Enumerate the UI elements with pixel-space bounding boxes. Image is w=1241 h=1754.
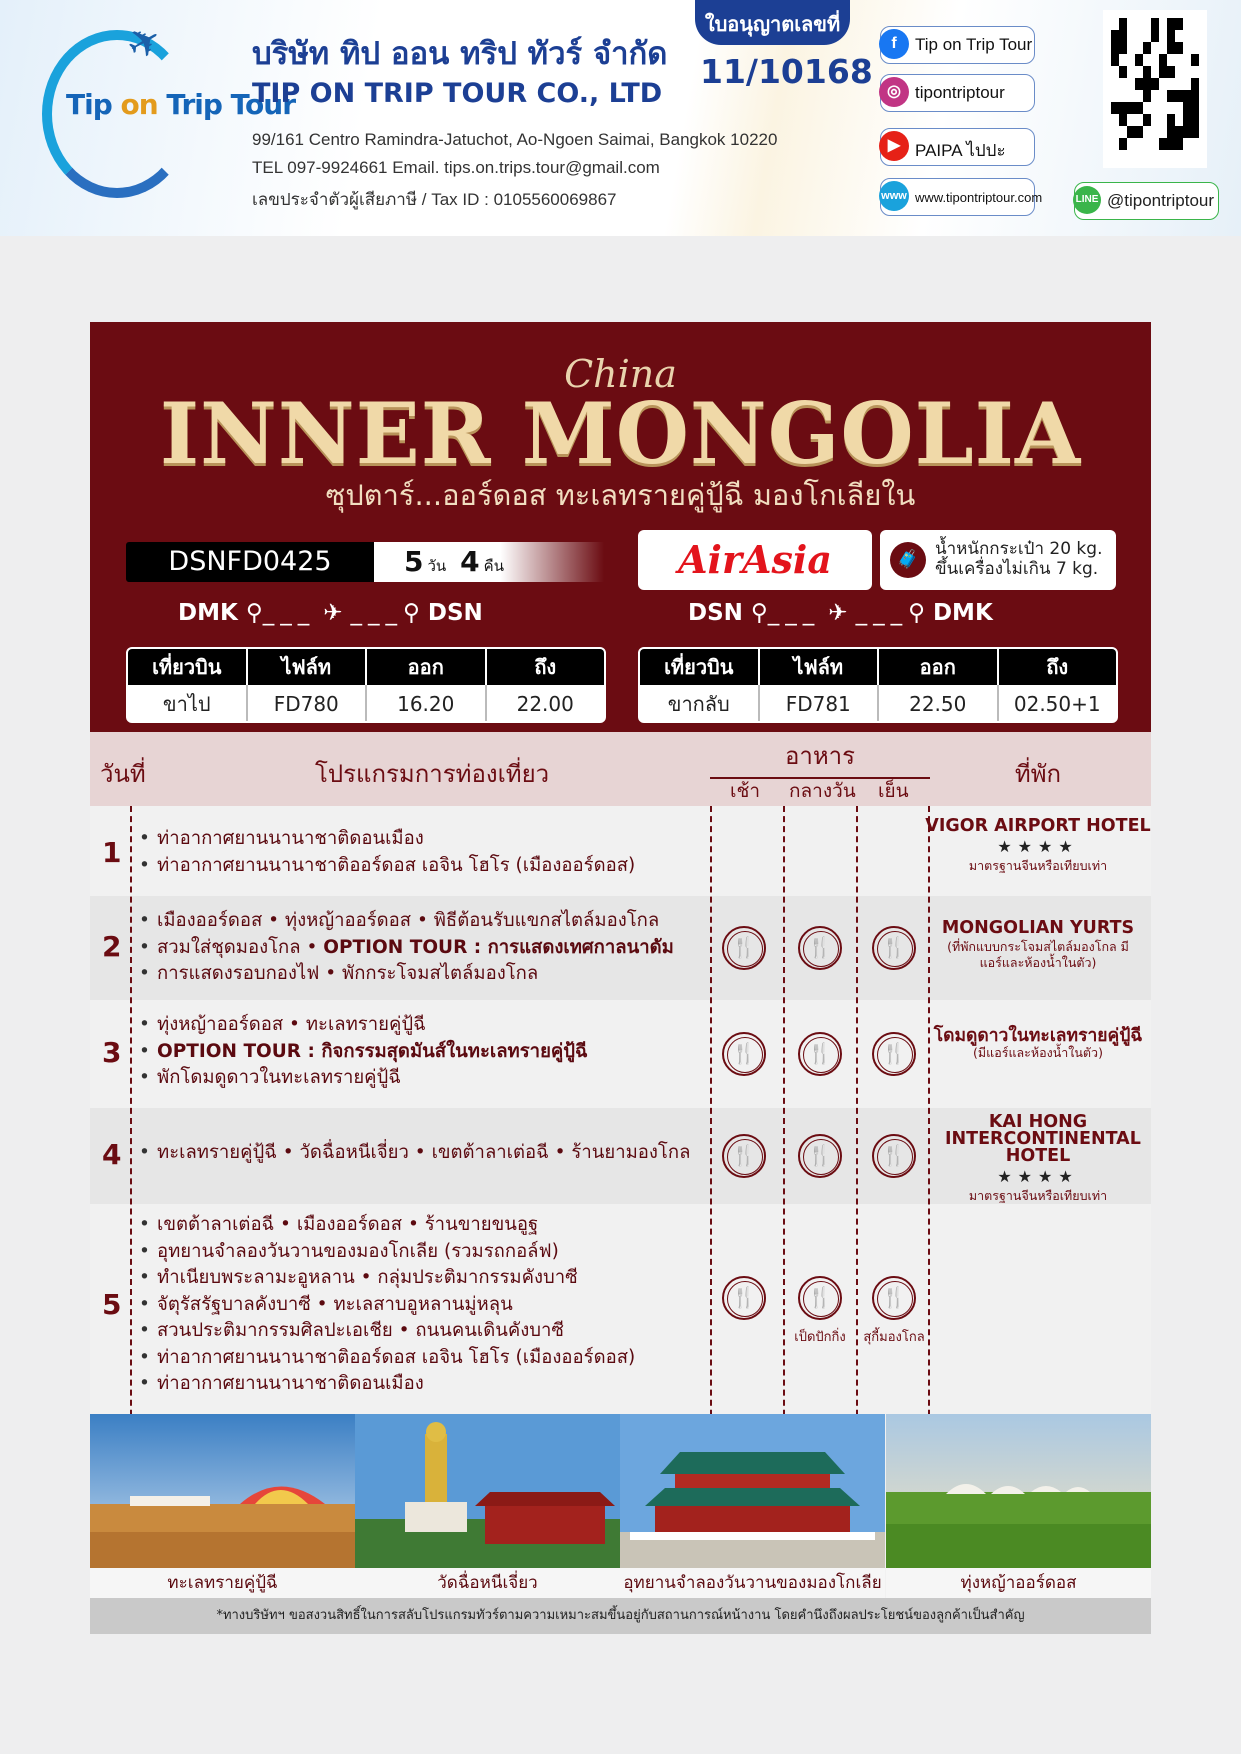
- itinerary-row-day-4: [90, 1108, 1151, 1204]
- qr-module: [1183, 126, 1191, 138]
- tour-subtitle: ซุปตาร์...ออร์ดอส ทะเลทรายคู่ปู้ฉี มองโกเลียใน: [325, 478, 916, 512]
- route-destination: DMK: [932, 600, 993, 626]
- column-divider: [130, 806, 132, 1446]
- header-breakfast: เช้า: [730, 780, 761, 802]
- qr-module: [1143, 114, 1151, 126]
- carryon-allowance: ขึ้นเครื่องไม่เกิน 7 kg.: [935, 559, 1099, 579]
- qr-module: [1111, 114, 1119, 126]
- outbound-flight-table: [126, 647, 606, 723]
- facebook-label: Tip on Trip Tour: [915, 35, 1033, 54]
- qr-module: [1111, 66, 1119, 78]
- youtube-label: PAIPA ไปปะ: [915, 141, 1006, 160]
- dinner-icon: 🍴: [872, 926, 916, 970]
- qr-module: [1183, 102, 1191, 114]
- qr-module: [1119, 18, 1127, 30]
- qr-module: [1111, 102, 1119, 114]
- qr-module: [1111, 30, 1119, 42]
- park-image: [620, 1414, 885, 1568]
- program-item: [157, 935, 674, 962]
- qr-module: [1143, 42, 1151, 54]
- days-count: 5: [404, 545, 424, 578]
- website-label: www.tipontriptour.com: [915, 190, 1043, 205]
- qr-module: [1151, 18, 1159, 30]
- company-name-thai: บริษัท ทิป ออน ทริป ทัวร์ จำกัด: [252, 36, 668, 72]
- itinerary-row-day-2: [90, 896, 1151, 1000]
- qr-module: [1119, 126, 1127, 138]
- photo-caption: ทุ่งหญ้าออร์ดอส: [886, 1568, 1151, 1598]
- plane-icon: ✈: [828, 600, 848, 626]
- qr-module: [1143, 90, 1151, 102]
- qr-module: [1191, 18, 1199, 30]
- globe-icon: www: [879, 181, 909, 211]
- qr-module: [1119, 30, 1127, 42]
- hotel-info: [925, 1114, 1151, 1204]
- qr-module: [1135, 114, 1143, 126]
- column-divider: [928, 806, 930, 1446]
- qr-module: [1175, 114, 1183, 126]
- qr-module: [1127, 102, 1135, 114]
- pin-icon: ⚲: [908, 600, 925, 626]
- company-header: [0, 0, 1241, 236]
- company-logo: Tip on Trip Tour: [66, 88, 295, 121]
- qr-module: [1143, 78, 1151, 90]
- photo-caption: วัดฉื่อหนีเจี่ยว: [355, 1568, 620, 1598]
- outbound-route: DMK ⚲___ ✈ ___⚲ DSN: [178, 600, 483, 626]
- itinerary-row-day-3: [90, 1000, 1151, 1108]
- qr-module: [1127, 66, 1135, 78]
- arrive-time: 02.50+1: [999, 685, 1117, 721]
- qr-module: [1167, 90, 1175, 102]
- photo-caption: อุทยานจำลองวันวานของมองโกเลีย: [620, 1568, 885, 1598]
- qr-module: [1175, 78, 1183, 90]
- photo-temple: [355, 1414, 620, 1598]
- lunch-icon: 🍴: [798, 926, 842, 970]
- dinner-icon: 🍴: [872, 1276, 916, 1320]
- qr-module: [1111, 78, 1119, 90]
- qr-module: [1183, 90, 1191, 102]
- qr-module: [1135, 138, 1143, 150]
- qr-module: [1119, 114, 1127, 126]
- plane-icon: ✈: [323, 600, 343, 626]
- qr-module: [1111, 90, 1119, 102]
- qr-module: [1111, 138, 1119, 150]
- instagram-link[interactable]: [880, 74, 1035, 112]
- header-flight-no: ไฟล์ท: [248, 649, 368, 685]
- header-flight-no: ไฟล์ท: [760, 649, 880, 685]
- qr-module: [1151, 102, 1159, 114]
- itinerary-header: [90, 732, 1151, 806]
- header-lunch: กลางวัน: [789, 780, 856, 802]
- instagram-label: tipontriptour: [915, 83, 1005, 102]
- lunch-icon: 🍴: [798, 1276, 842, 1320]
- qr-module: [1143, 66, 1151, 78]
- qr-module: [1159, 102, 1167, 114]
- program-item: • อุทยานจำลองวันวานของมองโกเลีย (รวมรถกอล์ฟ): [157, 1239, 635, 1266]
- qr-module: [1143, 18, 1151, 30]
- qr-module: [1159, 138, 1167, 150]
- qr-module: [1127, 126, 1135, 138]
- photo-desert: [90, 1414, 355, 1598]
- day-number: 5: [102, 1288, 122, 1321]
- license-number: 11/10168: [700, 52, 873, 91]
- day-number: 1: [102, 836, 122, 869]
- qr-module: [1183, 54, 1191, 66]
- program-text: สวมใส่ชุดมองโกล •: [157, 936, 324, 958]
- qr-module: [1167, 30, 1175, 42]
- qr-module: [1151, 138, 1159, 150]
- lunch-icon: 🍴: [798, 1032, 842, 1076]
- hotel-note: มาตรฐานจีนหรือเทียบเท่า: [968, 1188, 1108, 1203]
- qr-module: [1167, 102, 1175, 114]
- header-depart: ออก: [367, 649, 487, 685]
- qr-module: [1175, 126, 1183, 138]
- qr-module: [1167, 42, 1175, 54]
- qr-module: [1159, 90, 1167, 102]
- column-divider: [783, 806, 785, 1446]
- qr-module: [1119, 78, 1127, 90]
- photo-caption: ทะเลทรายคู่ปู้ฉี: [90, 1568, 355, 1598]
- qr-module: [1159, 30, 1167, 42]
- website-link[interactable]: [880, 178, 1043, 216]
- program-item: • ท่าอากาศยานนานาชาติดอนเมือง: [157, 826, 635, 853]
- line-link[interactable]: [1074, 182, 1219, 220]
- pin-icon: ⚲: [403, 600, 420, 626]
- header-flight: เที่ยวบิน: [640, 649, 760, 685]
- column-divider: [710, 806, 712, 1446]
- qr-module: [1175, 18, 1183, 30]
- qr-module: [1127, 138, 1135, 150]
- qr-module: [1151, 114, 1159, 126]
- qr-module: [1127, 78, 1135, 90]
- qr-module: [1175, 138, 1183, 150]
- qr-module: [1159, 18, 1167, 30]
- photo-park: [620, 1414, 885, 1598]
- flight-direction: ขากลับ: [640, 685, 760, 721]
- line-label: @tipontriptour: [1107, 191, 1215, 210]
- qr-module: [1167, 114, 1175, 126]
- qr-module: [1191, 66, 1199, 78]
- dinner-icon: 🍴: [872, 1134, 916, 1178]
- photo-strip: [90, 1414, 1151, 1598]
- day-number: 4: [102, 1138, 122, 1171]
- qr-module: [1191, 138, 1199, 150]
- qr-module: [1167, 138, 1175, 150]
- program-item: • การแสดงรอบกองไฟ • พักกระโจมสไตล์มองโกล: [157, 961, 674, 988]
- qr-module: [1159, 42, 1167, 54]
- hotel-info: [925, 1028, 1151, 1061]
- tour-duration: [374, 542, 604, 582]
- program-item: • สวนประติมากรรมศิลปะเอเชีย • ถนนคนเดินคังบาซี: [157, 1318, 635, 1345]
- pin-icon: ⚲: [245, 600, 263, 626]
- qr-module: [1167, 18, 1175, 30]
- header-hotel: ที่พัก: [1014, 760, 1062, 788]
- flight-direction: ขาไป: [128, 685, 248, 721]
- qr-module: [1183, 66, 1191, 78]
- qr-module: [1127, 114, 1135, 126]
- qr-module: [1183, 42, 1191, 54]
- header-arrive: ถึง: [487, 649, 605, 685]
- hotel-note: (ที่พักแบบกระโจมสไตล์มองโกล มีแอร์และห้องน้ำในตัว): [947, 939, 1129, 970]
- qr-module: [1151, 126, 1159, 138]
- facebook-icon: f: [879, 29, 909, 59]
- breakfast-icon: 🍴: [722, 1032, 766, 1076]
- qr-module: [1135, 90, 1143, 102]
- tour-title: INNER MONGOLIA: [159, 384, 1082, 483]
- route-origin: DSN: [688, 600, 743, 626]
- qr-module: [1191, 30, 1199, 42]
- qr-module: [1135, 54, 1143, 66]
- lunch-note: เป็ดปักกิ่ง: [794, 1330, 846, 1345]
- company-name-english: TIP ON TRIP TOUR CO., LTD: [252, 78, 663, 109]
- qr-module: [1159, 126, 1167, 138]
- facebook-link[interactable]: [880, 26, 1035, 64]
- qr-module: [1111, 126, 1119, 138]
- hotel-name: MONGOLIAN YURTS: [941, 918, 1135, 938]
- inbound-route: DSN ⚲___ ✈ ___⚲ DMK: [688, 600, 993, 626]
- qr-module: [1167, 54, 1175, 66]
- lunch-icon: 🍴: [798, 1134, 842, 1178]
- qr-module: [1175, 66, 1183, 78]
- day-program: [135, 1012, 588, 1092]
- photo-grassland: [886, 1414, 1151, 1598]
- itinerary-row-day-1: [90, 806, 1151, 896]
- breakfast-icon: 🍴: [722, 926, 766, 970]
- program-item: • ทุ่งหญ้าออร์ดอส • ทะเลทรายคู่ปู้ฉี: [157, 1012, 588, 1039]
- day-number: 2: [102, 930, 122, 963]
- depart-time: 16.20: [367, 685, 487, 721]
- qr-module: [1135, 18, 1143, 30]
- qr-module: [1191, 54, 1199, 66]
- qr-module: [1191, 90, 1199, 102]
- tour-code: DSNFD0425: [126, 542, 374, 582]
- qr-module: [1143, 102, 1151, 114]
- qr-module: [1191, 102, 1199, 114]
- nights-unit: คืน: [483, 557, 504, 575]
- line-icon: LINE: [1073, 186, 1101, 214]
- header-flight: เที่ยวบิน: [128, 649, 248, 685]
- qr-module: [1167, 66, 1175, 78]
- qr-module: [1119, 102, 1127, 114]
- hotel-info: [925, 818, 1151, 874]
- breakfast-icon: 🍴: [722, 1276, 766, 1320]
- disclaimer: *ทางบริษัทฯ ขอสงวนสิทธิ์ในการสลับโปรแกรมทัวร์ตามความเหมาะสมขึ้นอยู่กับสถานการณ์หน้างาน โดยคำนึงถึงผลประโยชน์ของลูกค้าเป็นสำคัญ: [90, 1598, 1151, 1634]
- inbound-flight-table: [638, 647, 1118, 723]
- qr-module: [1119, 42, 1127, 54]
- program-item: • จัตุรัสรัฐบาลคังบาซี • ทะเลสาบอูหลานมู่หลุน: [157, 1292, 635, 1319]
- qr-module: [1159, 54, 1167, 66]
- header-meals: อาหาร: [710, 736, 930, 779]
- hotel-name: VIGOR AIRPORT HOTEL: [925, 816, 1151, 836]
- program-item: • ท่าอากาศยานนานาชาติออร์ดอส เอจิน โฮโร (เมืองออร์ดอส): [157, 853, 635, 880]
- qr-module: [1151, 66, 1159, 78]
- flight-number: FD780: [248, 685, 368, 721]
- day-program: [135, 1212, 635, 1398]
- qr-module: [1151, 78, 1159, 90]
- company-contact: TEL 097-9924661 Email. tips.on.trips.tour@gmail.com: [252, 158, 660, 177]
- days-unit: วัน: [427, 557, 447, 575]
- qr-module: [1151, 42, 1159, 54]
- route-origin: DMK: [178, 600, 238, 626]
- flight-number: FD781: [760, 685, 880, 721]
- route-destination: DSN: [427, 600, 483, 626]
- qr-module: [1191, 42, 1199, 54]
- qr-module: [1135, 102, 1143, 114]
- qr-module: [1151, 90, 1159, 102]
- itinerary-row-day-5: [90, 1204, 1151, 1414]
- hotel-stars: ★★★★: [997, 1167, 1079, 1186]
- license-label: ใบอนุญาตเลขที่: [695, 0, 850, 45]
- pin-icon: ⚲: [750, 600, 768, 626]
- qr-module: [1183, 30, 1191, 42]
- baggage-info: [880, 530, 1116, 590]
- qr-module: [1175, 42, 1183, 54]
- instagram-icon: ◎: [879, 77, 909, 107]
- program-item: [157, 1039, 588, 1066]
- day-number: 3: [102, 1036, 122, 1069]
- qr-module: [1135, 66, 1143, 78]
- day-program: [135, 908, 674, 988]
- day-program: [135, 1140, 690, 1167]
- hotel-note: (มีแอร์และห้องน้ำในตัว): [973, 1045, 1103, 1060]
- qr-module: [1127, 42, 1135, 54]
- qr-module: [1143, 54, 1151, 66]
- program-item: • ทะเลทรายคู่ปู้ฉี • วัดฉื่อหนีเจี่ยว • เขตต้าลาเต่อฉี • ร้านยามองโกล: [157, 1140, 690, 1167]
- qr-module: [1143, 30, 1151, 42]
- program-item: • ทำเนียบพระลามะอูหลาน • กลุ่มประติมากรรมคังบาซี: [157, 1265, 635, 1292]
- dinner-icon: 🍴: [872, 1032, 916, 1076]
- qr-module: [1167, 126, 1175, 138]
- qr-module: [1127, 18, 1135, 30]
- column-divider: [856, 806, 858, 1446]
- qr-module: [1135, 30, 1143, 42]
- header-day: วันที่: [100, 760, 146, 788]
- qr-module: [1175, 30, 1183, 42]
- hotel-note: มาตรฐานจีนหรือเทียบเท่า: [968, 858, 1108, 873]
- program-item: • เมืองออร์ดอส • ทุ่งหญ้าออร์ดอส • พิธีต้อนรับแขกสไตล์มองโกล: [157, 908, 674, 935]
- qr-module: [1151, 54, 1159, 66]
- country-label: China: [564, 352, 677, 396]
- qr-module: [1135, 126, 1143, 138]
- qr-module: [1127, 30, 1135, 42]
- qr-module: [1111, 42, 1119, 54]
- desert-image: [90, 1414, 355, 1568]
- luggage-icon: 🧳: [890, 542, 926, 578]
- qr-module: [1135, 78, 1143, 90]
- qr-module: [1159, 66, 1167, 78]
- qr-module: [1191, 114, 1199, 126]
- qr-module: [1119, 138, 1127, 150]
- qr-module: [1119, 54, 1127, 66]
- breakfast-icon: 🍴: [722, 1134, 766, 1178]
- qr-module: [1167, 78, 1175, 90]
- hotel-info: [925, 920, 1151, 971]
- qr-module: [1111, 18, 1119, 30]
- qr-module: [1183, 114, 1191, 126]
- qr-code: [1103, 10, 1207, 168]
- airline-logo: AirAsia: [638, 530, 872, 590]
- qr-module: [1135, 42, 1143, 54]
- tour-card: [90, 322, 1151, 1634]
- qr-module: [1127, 90, 1135, 102]
- nights-count: 4: [460, 545, 480, 578]
- hotel-name: KAI HONG INTERCONTINENTAL HOTEL: [945, 1112, 1141, 1166]
- grassland-image: [886, 1414, 1151, 1568]
- qr-module: [1119, 90, 1127, 102]
- qr-module: [1151, 30, 1159, 42]
- qr-module: [1183, 138, 1191, 150]
- qr-module: [1159, 114, 1167, 126]
- option-tour-text: OPTION TOUR : กิจกรรมสุดมันส์ในทะเลทรายคู่ปู้ฉี: [157, 1040, 588, 1062]
- baggage-allowance: น้ำหนักกระเป๋า 20 kg.: [935, 539, 1103, 559]
- qr-module: [1175, 54, 1183, 66]
- temple-image: [355, 1414, 620, 1568]
- qr-module: [1119, 66, 1127, 78]
- qr-module: [1159, 78, 1167, 90]
- qr-module: [1143, 138, 1151, 150]
- option-tour-text: OPTION TOUR : การแสดงเทศกาลนาดัม: [323, 936, 674, 958]
- qr-module: [1175, 90, 1183, 102]
- hotel-name: โดมดูดาวในทะเลทรายคู่ปู้ฉี: [933, 1026, 1143, 1046]
- airplane-icon: ✈: [118, 14, 171, 72]
- qr-module: [1183, 18, 1191, 30]
- tax-id: เลขประจำตัวผู้เสียภาษี / Tax ID : 0105560069867: [252, 190, 617, 209]
- program-item: • ท่าอากาศยานนานาชาติออร์ดอส เอจิน โฮโร (เมืองออร์ดอส): [157, 1345, 635, 1372]
- youtube-link[interactable]: [880, 128, 1035, 166]
- program-item: • เขตต้าลาเต่อฉี • เมืองออร์ดอส • ร้านขายขนอูฐ: [157, 1212, 635, 1239]
- company-address: 99/161 Centro Ramindra-Jatuchot, Ao-Ngoen Saimai, Bangkok 10220: [252, 130, 778, 149]
- program-item: • พักโดมดูดาวในทะเลทรายคู่ปู้ฉี: [157, 1065, 588, 1092]
- qr-module: [1143, 126, 1151, 138]
- header-dinner: เย็น: [878, 780, 909, 802]
- hotel-stars: ★★★★: [997, 837, 1079, 856]
- program-item: • ท่าอากาศยานนานาชาติดอนเมือง: [157, 1371, 635, 1398]
- qr-module: [1127, 54, 1135, 66]
- header-depart: ออก: [879, 649, 999, 685]
- header-program: โปรแกรมการท่องเที่ยว: [315, 760, 550, 788]
- qr-module: [1191, 78, 1199, 90]
- tour-banner: [90, 322, 1151, 732]
- day-program: [135, 826, 635, 879]
- dinner-note: สุกี้มองโกล: [863, 1330, 925, 1345]
- arrive-time: 22.00: [487, 685, 605, 721]
- depart-time: 22.50: [879, 685, 999, 721]
- qr-module: [1175, 102, 1183, 114]
- header-arrive: ถึง: [999, 649, 1117, 685]
- qr-module: [1111, 54, 1119, 66]
- qr-module: [1191, 126, 1199, 138]
- youtube-icon: ▶: [879, 131, 909, 161]
- qr-module: [1183, 78, 1191, 90]
